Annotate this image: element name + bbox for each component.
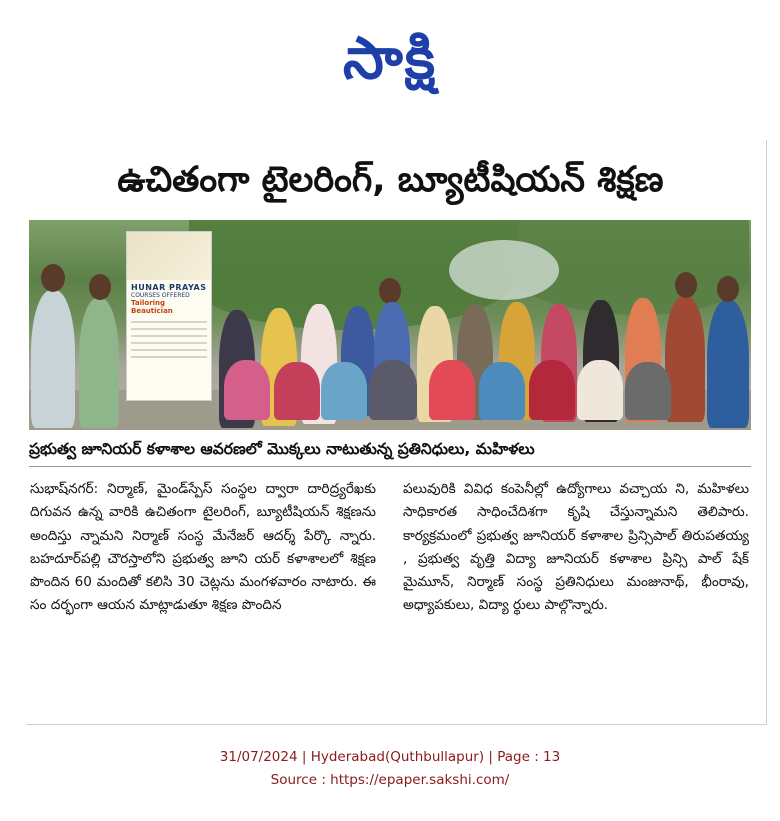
- photo-sky-patch: [449, 240, 559, 300]
- person-standing: [79, 298, 119, 428]
- banner-image-area: [127, 232, 211, 280]
- person-seated: [321, 362, 367, 420]
- article-headline: ఉచితంగా టైలరింగ్, బ్యూటీషియన్ శిక్షణ: [117, 160, 664, 200]
- person-seated: [274, 362, 320, 420]
- caption-divider: [29, 466, 751, 467]
- person-seated: [577, 360, 623, 420]
- masthead: [0, 18, 780, 98]
- person-seated: [625, 362, 671, 420]
- person-seated: [224, 360, 270, 420]
- person-head: [41, 264, 65, 292]
- person-seated: [369, 360, 417, 420]
- banner-title: HUNAR PRAYAS: [131, 283, 207, 292]
- banner-course-2: Beautician: [131, 307, 173, 315]
- source-url: Source : https://epaper.sakshi.com/: [270, 772, 510, 788]
- article-photo: [29, 220, 751, 430]
- newspaper-logo: సాక్షి: [342, 24, 438, 92]
- publication-dateline: 31/07/2024 | Hyderabad(Quthbullapur) | Page : 13: [219, 749, 561, 765]
- person-seated: [429, 360, 475, 420]
- person-seated: [529, 360, 575, 420]
- person-head: [379, 278, 401, 304]
- person-head: [717, 276, 739, 302]
- article-body-left-column: సుభాష్‌నగర్: నిర్మాణ్, మైండ్‌స్పేస్ సంస్థల ద్వారా దారిద్ర్యరేఖకు దిగువన ఉన్న వారికి ఉచితంగా టైలరింగ్, బ్యూటీషియన్ శిక్షణను అందిస్తు న్నామని నిర్మాణ్ సంస్థ మేనేజర్ ఆదర్శ్ పేర్కొ న్నారు. బహదూర్‌పల్లి చౌరస్తాలోని ప్రభుత్వ జూని యర్ కళాశాలలో శిక్షణ పొందిన 60 మందితో కలిసి 30 చెట్లను మంగళవారం నాటారు. ఈ సం దర్భంగా ఆయన మాట్లాడుతూ శిక్షణ పొందిన: [30, 481, 376, 614]
- banner-text-lines: [131, 321, 207, 361]
- banner-course-1: Tailoring: [131, 299, 166, 307]
- banner-subtitle: COURSES OFFERED: [131, 292, 190, 299]
- photo-caption: ప్రభుత్వ జూనియర్ కళాశాల ఆవరణలో మొక్కలు నాటుతున్న ప్రతినిధులు, మహిళలు: [29, 440, 535, 458]
- person-standing: [707, 300, 749, 428]
- person-head: [675, 272, 697, 298]
- person-head: [89, 274, 111, 300]
- person-standing: [31, 290, 75, 428]
- person-seated: [479, 362, 525, 420]
- photo-standee-banner: [126, 231, 212, 401]
- article-body-right-column: పలువురికి వివిధ కంపెనీల్లో ఉద్యోగాలు వచ్చాయ ని, మహిళలు సాధికారత సాధించేదిశగా కృషి చేస్తున్నామని తెలిపారు. కార్యక్రమంలో ప్రభుత్వ జూనియర్ కళాశాల ప్రిన్సిపాల్ తిరుపతయ్య , ప్రభుత్వ వృత్తి విద్యా జూనియర్ కళాశాల ప్రిన్సి పాల్ షేక్ మైమూన్, నిర్మాణ్ సంస్థ ప్రతినిధులు మంజునాథ్, భీంరావు, అధ్యాపకులు, విద్యా ర్థులు పాల్గొన్నారు.: [403, 481, 749, 614]
- person-standing: [665, 296, 705, 422]
